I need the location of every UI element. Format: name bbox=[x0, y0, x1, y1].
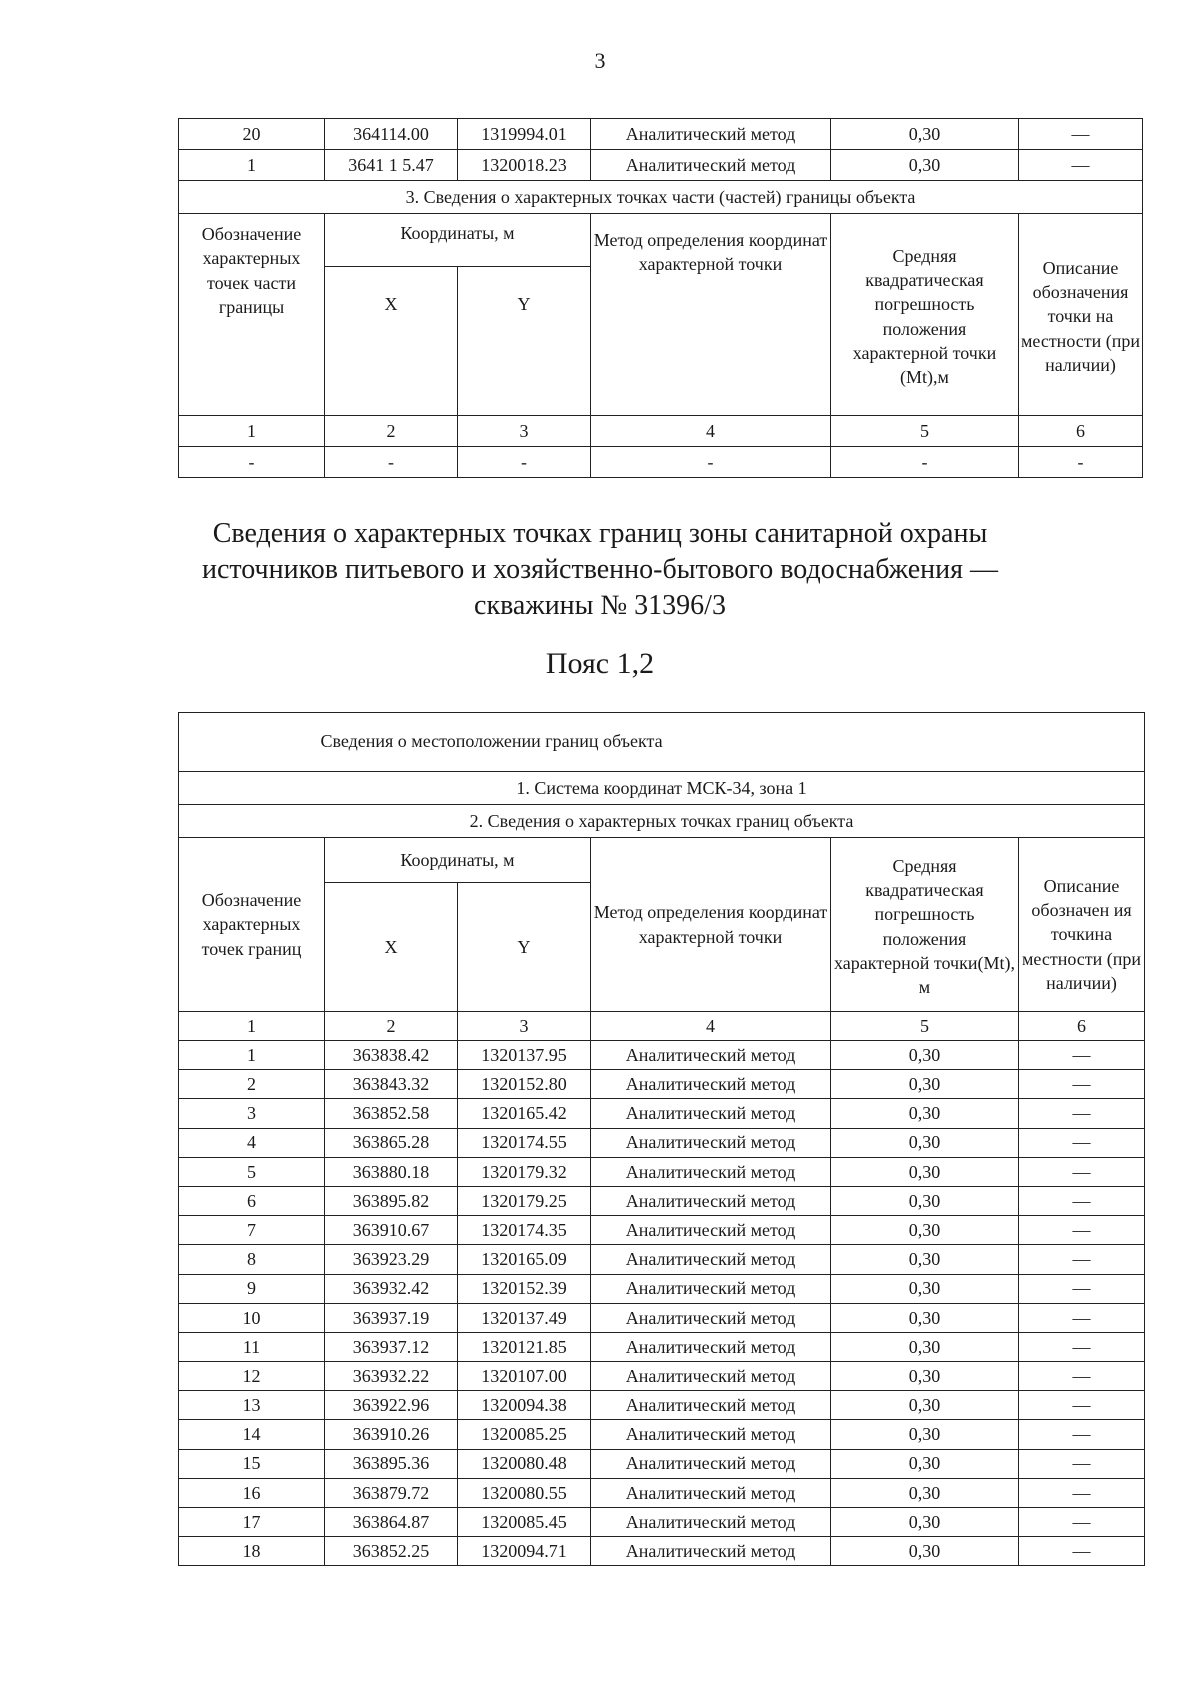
table-row bbox=[179, 1362, 1145, 1391]
table2-method-header: Метод определения координат характерной точки bbox=[591, 838, 831, 1012]
table2-error-header: Средняя квадратическая погрешность положения характерной точки(Mt), м bbox=[831, 838, 1019, 1012]
cell-x: 363932.42 bbox=[325, 1274, 458, 1303]
cell-method: Аналитический метод bbox=[591, 1099, 831, 1128]
cell-y: 1320152.80 bbox=[458, 1070, 591, 1099]
coordinate-system: 1. Система координат МСК-34, зона 1 bbox=[179, 772, 1145, 805]
heading-line-1: Сведения о характерных точках границ зоны санитарной охраны bbox=[212, 518, 988, 549]
parts-points-table bbox=[178, 118, 1143, 478]
cell-y: 1320080.48 bbox=[458, 1449, 591, 1478]
table-row bbox=[179, 1216, 1145, 1245]
cell-desc: — bbox=[1019, 1362, 1145, 1391]
table2-desc-header: Описание обозначен ия точкина местности (при наличии) bbox=[1019, 838, 1145, 1012]
cell-error: 0,30 bbox=[831, 1537, 1019, 1566]
cell-method: Аналитический метод bbox=[591, 1420, 831, 1449]
cell-y: 1320152.39 bbox=[458, 1274, 591, 1303]
cell-x: 363895.82 bbox=[325, 1186, 458, 1215]
cell-method: Аналитический метод bbox=[591, 150, 831, 181]
cell-num: 4 bbox=[179, 1128, 325, 1157]
cell-error: 0,30 bbox=[831, 119, 1019, 150]
cell-num: 17 bbox=[179, 1508, 325, 1537]
table1-method-header: Метод определения координат характерной точки bbox=[591, 214, 831, 416]
heading-line-2: источников питьевого и хозяйственно-бытового водоснабжения — bbox=[201, 554, 999, 585]
cell-error: 0,30 bbox=[831, 1157, 1019, 1186]
table1-coords-header: Координаты, м bbox=[325, 214, 591, 267]
cell-x: 363865.28 bbox=[325, 1128, 458, 1157]
cell-y: 1320085.45 bbox=[458, 1508, 591, 1537]
cell-error: 0,30 bbox=[831, 1041, 1019, 1070]
cell-y: 1320018.23 bbox=[458, 150, 591, 181]
cell-desc: — bbox=[1019, 1420, 1145, 1449]
cell-desc: — bbox=[1019, 1508, 1145, 1537]
empty-cell: - bbox=[831, 447, 1019, 478]
cell-x: 363910.26 bbox=[325, 1420, 458, 1449]
cell-y: 1319994.01 bbox=[458, 119, 591, 150]
cell-x: 364114.00 bbox=[325, 119, 458, 150]
cell-desc: — bbox=[1019, 1041, 1145, 1070]
cell-desc: — bbox=[1019, 1449, 1145, 1478]
cell-desc: — bbox=[1019, 1216, 1145, 1245]
cell-desc: — bbox=[1019, 150, 1143, 181]
table1-empty-row bbox=[179, 447, 1143, 478]
column-number: 5 bbox=[831, 416, 1019, 447]
cell-method: Аналитический метод bbox=[591, 1216, 831, 1245]
cell-y: 1320179.32 bbox=[458, 1157, 591, 1186]
column-number: 3 bbox=[458, 1012, 591, 1041]
table-row bbox=[179, 1537, 1145, 1566]
cell-num: 7 bbox=[179, 1216, 325, 1245]
belt-heading: Пояс 1,2 bbox=[545, 647, 655, 680]
empty-cell: - bbox=[1019, 447, 1143, 478]
cell-num: 10 bbox=[179, 1303, 325, 1332]
cell-error: 0,30 bbox=[831, 150, 1019, 181]
cell-error: 0,30 bbox=[831, 1099, 1019, 1128]
column-number: 3 bbox=[458, 416, 591, 447]
cell-x: 363923.29 bbox=[325, 1245, 458, 1274]
table1-y-header: Y bbox=[458, 267, 591, 416]
empty-cell: - bbox=[591, 447, 831, 478]
table2-col-point-header: Обозначение характерных точек границ bbox=[179, 838, 325, 1012]
cell-y: 1320174.35 bbox=[458, 1216, 591, 1245]
table-row bbox=[179, 1274, 1145, 1303]
cell-method: Аналитический метод bbox=[591, 1332, 831, 1361]
cell-x: 363852.58 bbox=[325, 1099, 458, 1128]
table-row bbox=[179, 1070, 1145, 1099]
cell-y: 1320174.55 bbox=[458, 1128, 591, 1157]
cell-desc: — bbox=[1019, 1070, 1145, 1099]
column-number: 2 bbox=[325, 416, 458, 447]
cell-y: 1320080.55 bbox=[458, 1478, 591, 1507]
cell-num: 15 bbox=[179, 1449, 325, 1478]
cell-desc: — bbox=[1019, 1245, 1145, 1274]
cell-y: 1320165.42 bbox=[458, 1099, 591, 1128]
cell-error: 0,30 bbox=[831, 1070, 1019, 1099]
table1-top-rows bbox=[179, 119, 1143, 181]
cell-error: 0,30 bbox=[831, 1362, 1019, 1391]
table-row bbox=[179, 1245, 1145, 1274]
cell-num: 16 bbox=[179, 1478, 325, 1507]
cell-num: 1 bbox=[179, 1041, 325, 1070]
empty-cell: - bbox=[179, 447, 325, 478]
table2-y-header: Y bbox=[458, 883, 591, 1012]
column-number: 4 bbox=[591, 1012, 831, 1041]
cell-error: 0,30 bbox=[831, 1128, 1019, 1157]
zone-points-table bbox=[178, 712, 1145, 1566]
table1-column-numbers bbox=[179, 416, 1143, 447]
cell-y: 1320137.49 bbox=[458, 1303, 591, 1332]
cell-x: 363838.42 bbox=[325, 1041, 458, 1070]
cell-x: 363843.32 bbox=[325, 1070, 458, 1099]
table2-section-title: 2. Сведения о характерных точках границ объекта bbox=[179, 805, 1145, 838]
cell-x: 363922.96 bbox=[325, 1391, 458, 1420]
table-row bbox=[179, 119, 1143, 150]
cell-method: Аналитический метод bbox=[591, 1274, 831, 1303]
cell-method: Аналитический метод bbox=[591, 1041, 831, 1070]
cell-x: 363879.72 bbox=[325, 1478, 458, 1507]
cell-desc: — bbox=[1019, 1274, 1145, 1303]
cell-x: 363852.25 bbox=[325, 1537, 458, 1566]
cell-num: 18 bbox=[179, 1537, 325, 1566]
table-row bbox=[179, 1186, 1145, 1215]
cell-error: 0,30 bbox=[831, 1420, 1019, 1449]
cell-x: 363910.67 bbox=[325, 1216, 458, 1245]
table-row bbox=[179, 1157, 1145, 1186]
cell-num: 9 bbox=[179, 1274, 325, 1303]
table2-x-header: X bbox=[325, 883, 458, 1012]
cell-num: 6 bbox=[179, 1186, 325, 1215]
empty-cell: - bbox=[325, 447, 458, 478]
table-row bbox=[179, 1508, 1145, 1537]
table-row bbox=[179, 1128, 1145, 1157]
cell-y: 1320137.95 bbox=[458, 1041, 591, 1070]
cell-num: 2 bbox=[179, 1070, 325, 1099]
column-number: 6 bbox=[1019, 416, 1143, 447]
cell-y: 1320165.09 bbox=[458, 1245, 591, 1274]
cell-method: Аналитический метод bbox=[591, 1508, 831, 1537]
cell-desc: — bbox=[1019, 1303, 1145, 1332]
cell-method: Аналитический метод bbox=[591, 1303, 831, 1332]
cell-error: 0,30 bbox=[831, 1332, 1019, 1361]
column-number: 6 bbox=[1019, 1012, 1145, 1041]
cell-error: 0,30 bbox=[831, 1449, 1019, 1478]
heading-line-3: скважины № 31396/3 bbox=[474, 590, 726, 621]
cell-error: 0,30 bbox=[831, 1274, 1019, 1303]
cell-desc: — bbox=[1019, 119, 1143, 150]
cell-error: 0,30 bbox=[831, 1216, 1019, 1245]
cell-y: 1320107.00 bbox=[458, 1362, 591, 1391]
table1-error-header: Средняя квадратическая погрешность положения характерной точки (Mt),м bbox=[831, 214, 1019, 416]
cell-method: Аналитический метод bbox=[591, 1070, 831, 1099]
column-number: 4 bbox=[591, 416, 831, 447]
table2-data-rows bbox=[179, 1041, 1145, 1566]
cell-num: 5 bbox=[179, 1157, 325, 1186]
cell-method: Аналитический метод bbox=[591, 1449, 831, 1478]
cell-num: 11 bbox=[179, 1332, 325, 1361]
table1-col-point-header: Обозначение характерных точек части границы bbox=[179, 214, 325, 416]
cell-desc: — bbox=[1019, 1128, 1145, 1157]
table2-column-numbers bbox=[179, 1012, 1145, 1041]
cell-desc: — bbox=[1019, 1391, 1145, 1420]
cell-method: Аналитический метод bbox=[591, 119, 831, 150]
cell-desc: — bbox=[1019, 1099, 1145, 1128]
cell-x: 363880.18 bbox=[325, 1157, 458, 1186]
cell-y: 1320094.71 bbox=[458, 1537, 591, 1566]
cell-error: 0,30 bbox=[831, 1391, 1019, 1420]
cell-y: 1320179.25 bbox=[458, 1186, 591, 1215]
cell-method: Аналитический метод bbox=[591, 1128, 831, 1157]
cell-desc: — bbox=[1019, 1157, 1145, 1186]
table1-x-header: X bbox=[325, 267, 458, 416]
cell-desc: — bbox=[1019, 1537, 1145, 1566]
cell-method: Аналитический метод bbox=[591, 1391, 831, 1420]
table-row bbox=[179, 1391, 1145, 1420]
cell-error: 0,30 bbox=[831, 1303, 1019, 1332]
table-row bbox=[179, 1449, 1145, 1478]
column-number: 2 bbox=[325, 1012, 458, 1041]
cell-y: 1320094.38 bbox=[458, 1391, 591, 1420]
cell-num: 20 bbox=[179, 119, 325, 150]
cell-x: 363937.12 bbox=[325, 1332, 458, 1361]
cell-x: 3641 1 5.47 bbox=[325, 150, 458, 181]
location-title: Сведения о местоположении границ объекта bbox=[179, 713, 1145, 772]
table1-section-title: 3. Сведения о характерных точках части (частей) границы объекта bbox=[179, 181, 1143, 214]
cell-y: 1320085.25 bbox=[458, 1420, 591, 1449]
page-number: 3 bbox=[594, 48, 606, 73]
cell-method: Аналитический метод bbox=[591, 1245, 831, 1274]
column-number: 5 bbox=[831, 1012, 1019, 1041]
cell-error: 0,30 bbox=[831, 1508, 1019, 1537]
table-row bbox=[179, 150, 1143, 181]
empty-cell: - bbox=[458, 447, 591, 478]
table-row bbox=[179, 1478, 1145, 1507]
cell-x: 363895.36 bbox=[325, 1449, 458, 1478]
cell-desc: — bbox=[1019, 1478, 1145, 1507]
table2-coords-header: Координаты, м bbox=[325, 838, 591, 883]
table-row bbox=[179, 1041, 1145, 1070]
table-row bbox=[179, 1420, 1145, 1449]
cell-x: 363937.19 bbox=[325, 1303, 458, 1332]
cell-method: Аналитический метод bbox=[591, 1186, 831, 1215]
table-row bbox=[179, 1099, 1145, 1128]
table1-desc-header: Описание обозначения точки на местности (при наличии) bbox=[1019, 214, 1143, 416]
cell-num: 1 bbox=[179, 150, 325, 181]
cell-num: 12 bbox=[179, 1362, 325, 1391]
cell-method: Аналитический метод bbox=[591, 1478, 831, 1507]
cell-error: 0,30 bbox=[831, 1478, 1019, 1507]
cell-method: Аналитический метод bbox=[591, 1537, 831, 1566]
cell-desc: — bbox=[1019, 1332, 1145, 1361]
table-row bbox=[179, 1303, 1145, 1332]
table-row bbox=[179, 1332, 1145, 1361]
cell-y: 1320121.85 bbox=[458, 1332, 591, 1361]
cell-desc: — bbox=[1019, 1186, 1145, 1215]
cell-method: Аналитический метод bbox=[591, 1157, 831, 1186]
column-number: 1 bbox=[179, 416, 325, 447]
cell-num: 8 bbox=[179, 1245, 325, 1274]
cell-num: 14 bbox=[179, 1420, 325, 1449]
cell-num: 3 bbox=[179, 1099, 325, 1128]
cell-error: 0,30 bbox=[831, 1245, 1019, 1274]
section-heading bbox=[0, 516, 1200, 624]
cell-num: 13 bbox=[179, 1391, 325, 1420]
column-number: 1 bbox=[179, 1012, 325, 1041]
cell-error: 0,30 bbox=[831, 1186, 1019, 1215]
cell-x: 363932.22 bbox=[325, 1362, 458, 1391]
cell-x: 363864.87 bbox=[325, 1508, 458, 1537]
cell-method: Аналитический метод bbox=[591, 1362, 831, 1391]
